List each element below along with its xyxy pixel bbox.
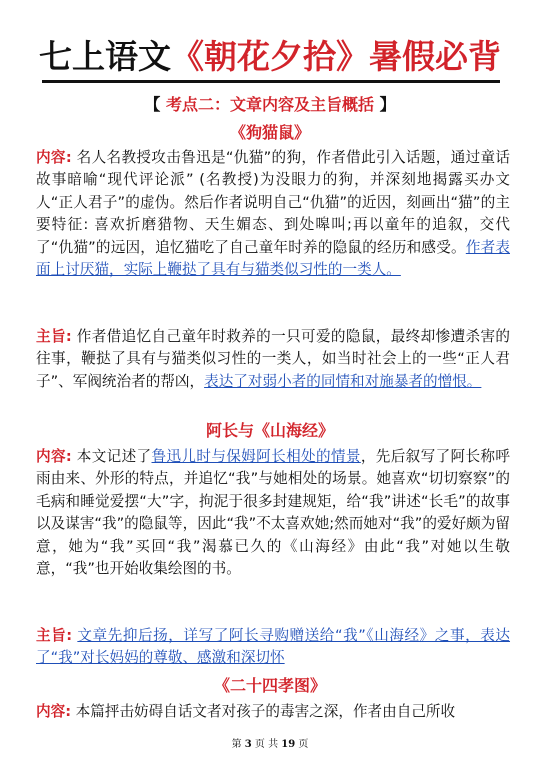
title-suffix: 暑假必背	[369, 37, 501, 76]
article-heading-gou-mao-shu: 《狗猫鼠》	[229, 123, 310, 142]
content-text: 名人名教授攻击鲁迅是“仇猫”的狗，作者借此引入话题，通过童话故事暗喻“现代评论派” (名教授)为没眼力的狗，并深刻地揭露买办文人“正人君子”的虚伪。然后作者说明自己“仇猫”的近因，刻画出“猫”的主要特征: 喜欢折磨猎物、天生媚态、到处嗥叫;再以童年的追叙，交代了“仇猫”的远因，追忆猫吃了自己童年时养的隐鼠的经历和感受。	[36, 149, 511, 256]
content-label: 内容:	[36, 448, 72, 465]
theme-text: 作者借追忆自己童年时救养的一只可爱的隐鼠，最终却惨遭杀害的往事，鞭挞了具有与猫类似习性的一类人，如当时社会上的一些“正人君子”、军阀统治者的帮凶，	[36, 328, 510, 390]
content-emphasis: 作者表面上讨厌猫，实际上鞭挞了具有与猫类似习性的一类人。	[36, 238, 510, 279]
content-label: 内容:	[36, 149, 72, 166]
footer-text-b: 页 共	[254, 739, 279, 750]
content-emphasis: 鲁迅儿时与保姆阿长相处的情景	[151, 448, 361, 465]
section-bracket-close: 】	[379, 95, 396, 114]
content-text-b: ，先后叙写了阿长称呼雨由来、外形的特点，并追忆“我”与她相处的场景。她喜欢“切切察察”的毛病和睡觉爱摆“大”字，拘泥于很多封建规矩，给“我”讲述“长毛”的故事以及谋害“我”的隐鼠等，因此“我”不太喜欢她;然而她对“我”的爱好颇为留意，她为“我”买回“我”渴慕已久的《山海经》由此“我”对她以生敬意，“我”也开始收集绘图的书。	[36, 448, 510, 578]
article-2-theme	[36, 625, 510, 670]
page-footer	[0, 738, 540, 752]
content-text-a: 本文记述了	[76, 448, 152, 465]
footer-text-a: 第	[231, 739, 242, 750]
theme-emphasis: 表达了对弱小者的同情和对施暴者的憎恨。	[204, 372, 482, 390]
content-text: 本篇抨击妨碍自话文者对孩子的毒害之深，作者由自己所收	[75, 703, 456, 720]
theme-label: 主旨:	[36, 328, 72, 345]
section-heading	[0, 94, 540, 116]
title-book-name: 《朝花夕拾》	[171, 37, 369, 76]
article-3-content	[36, 701, 510, 723]
title-prefix: 七上语文	[39, 37, 171, 76]
article-2-content	[36, 446, 510, 580]
article-heading-ershisi-xiao-tu: 《二十四孝图》	[213, 676, 326, 695]
page-title	[0, 34, 540, 80]
footer-text-c: 页	[298, 739, 309, 750]
article-1-content	[36, 147, 510, 281]
section-title: 考点二：文章内容及主旨概括	[165, 95, 374, 114]
article-1-theme	[36, 326, 510, 393]
article-heading-a-chang: 阿长与《山海经》	[205, 421, 334, 440]
footer-total-pages: 19	[281, 739, 296, 750]
title-underline	[42, 80, 500, 83]
footer-page-number: 3	[244, 739, 252, 750]
theme-label: 主旨:	[36, 627, 73, 644]
theme-emphasis: 文章先抑后扬，详写了阿长寻购赠送给“我”《山海经》之事，表达了“我”对长妈妈的尊敬、感激和深切怀	[36, 627, 511, 667]
section-bracket-open: 【	[144, 95, 161, 114]
content-label: 内容:	[36, 703, 72, 720]
